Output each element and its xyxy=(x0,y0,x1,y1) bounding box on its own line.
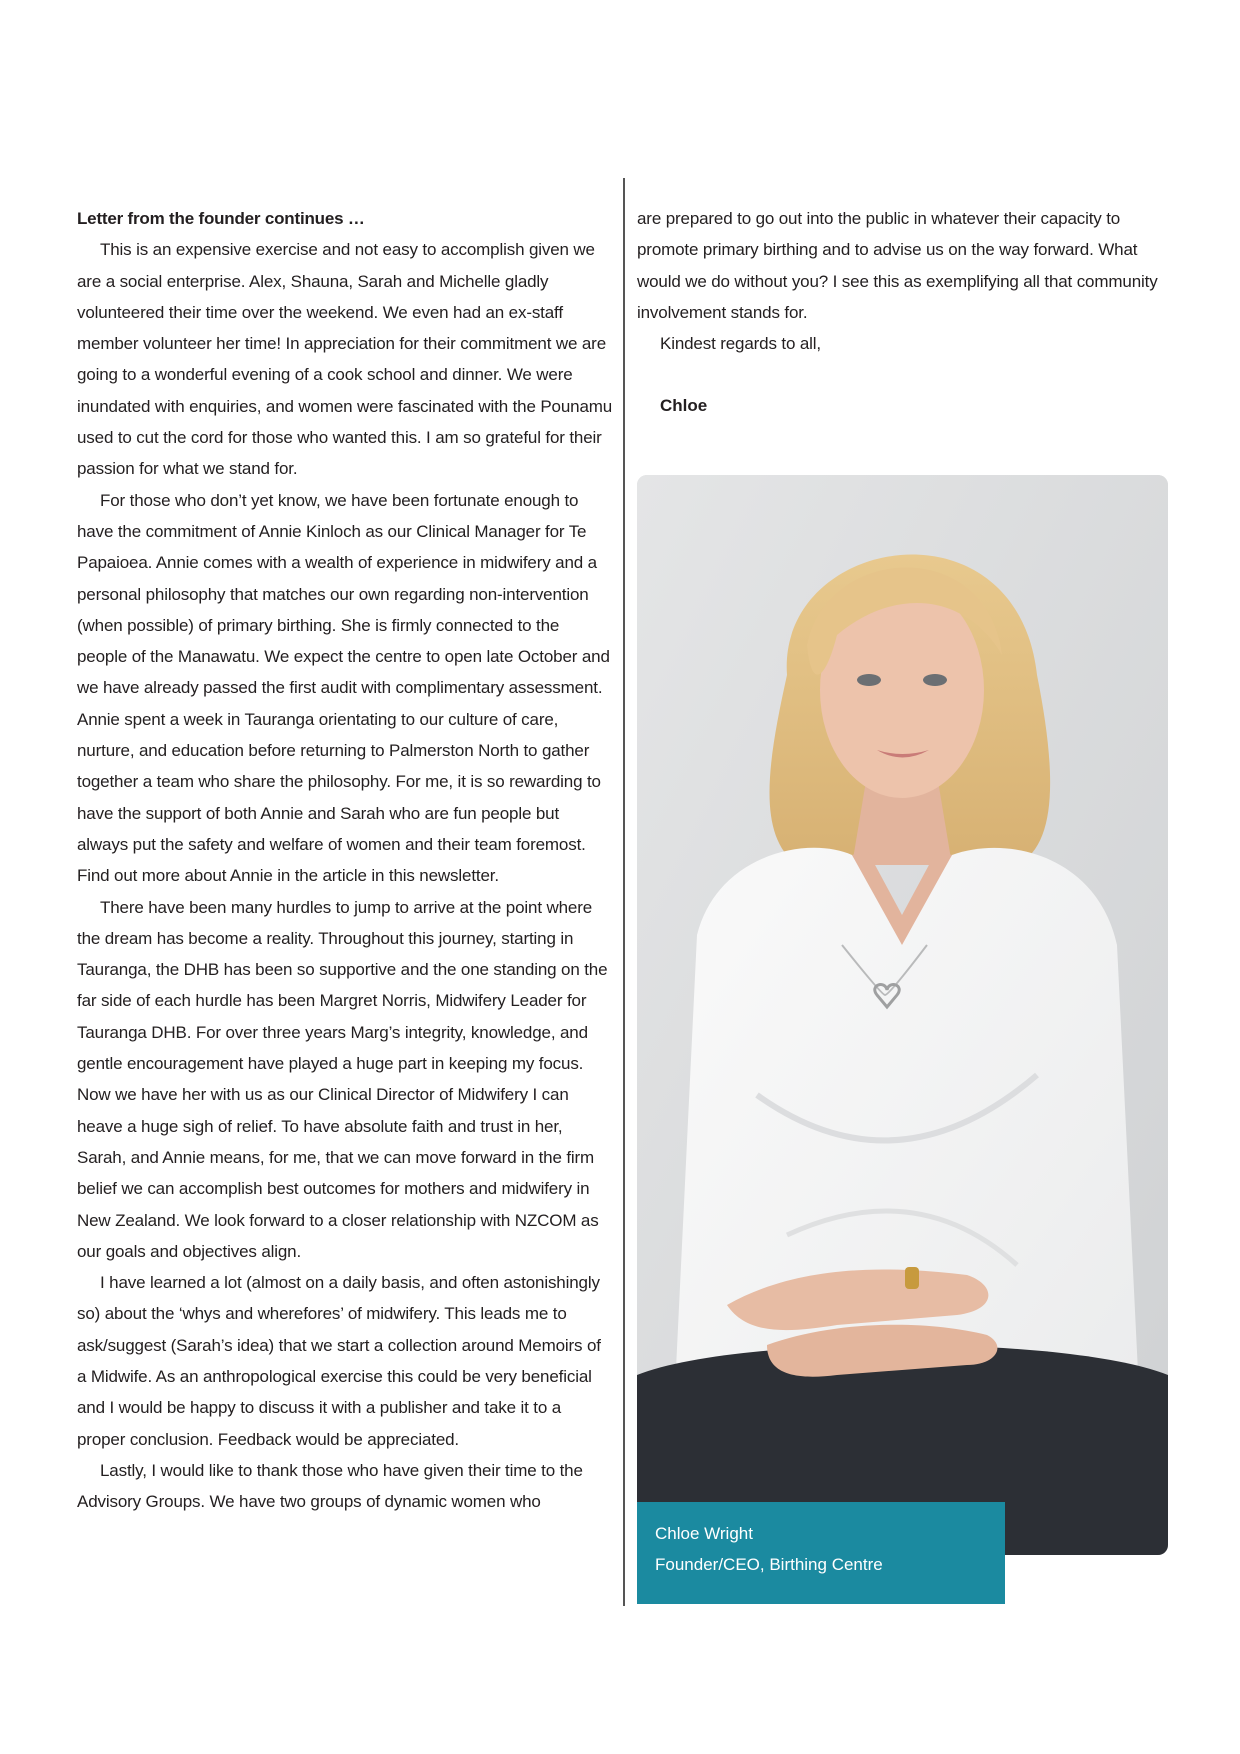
letter-paragraph: For those who don’t yet know, we have been fortunate enough to have the commitment of Annie Kinloch as our Clinical Manager for Te Papaioea. Annie comes with a wealth of experience in midwifery and a personal philosophy that matches our own regarding non-intervention (when possible) of primary birthing. She is firmly connected to the people of the Manawatu. We expect the centre to open late October and we have already passed the first audit with complimentary assessment. Annie spent a week in Tauranga orientating to our culture of care, nurture, and education before returning to Palmerston North to gather together a team who share the philosophy. For me, it is so rewarding to have the support of both Annie and Sarah who are fun people but always put the safety and welfare of women and their team foremost. Find out more about Annie in the article in this newsletter. xyxy=(77,490,610,886)
letter-closing: Kindest regards to all, xyxy=(660,334,821,354)
founder-portrait-photo xyxy=(637,475,1168,1555)
letter-paragraph-continued: are prepared to go out into the public in whatever their capacity to promote primary birthing and to advise us on the way forward. What would we do without you? I see this as exemplifying all that community involvement stands for. xyxy=(637,209,1158,322)
letter-paragraph: There have been many hurdles to jump to arrive at the point where the dream has become a reality. Throughout this journey, starting in Tauranga, the DHB has been so supportive and the one standing on the far side of each hurdle has been Margret Norris, Midwifery Leader for Tauranga DHB. For over three years Marg’s integrity, knowledge, and gentle encouragement have played a huge part in keeping my focus. Now we have her with us as our Clinical Director of Midwifery I can heave a huge sigh of relief. To have absolute faith and trust in her, Sarah, and Annie means, for me, that we can move forward in the firm belief we can accomplish best outcomes for mothers and midwifery in New Zealand. We look forward to a closer relationship with NZCOM as our goals and objectives align. xyxy=(77,897,608,1261)
column-divider xyxy=(623,178,625,1606)
letter-paragraph: This is an expensive exercise and not easy to accomplish given we are a social enterprise. Alex, Shauna, Sarah and Michelle gladly volunteered their time over the weekend. We even had an ex-staff member volunteer her time! In appreciation for their commitment we are going to a wonderful evening of a cook school and dinner. We were inundated with enquiries, and women were fascinated with the Pounamu used to cut the cord for those who wanted this. I am so grateful for their passion for what we stand for. xyxy=(77,240,613,479)
letter-signature: Chloe xyxy=(660,396,708,416)
letter-paragraph: I have learned a lot (almost on a daily basis, and often astonishingly so) about the ‘whys and wherefores’ of midwifery. This leads me to ask/suggest (Sarah’s idea) that we start a collection around Memoirs of a Midwife. As an anthropological exercise this could be very beneficial and I would be happy to discuss it with a publisher and take it to a proper conclusion. Feedback would be appreciated. xyxy=(77,1273,601,1449)
left-column xyxy=(77,203,613,1517)
caption-title: Founder/CEO, Birthing Centre xyxy=(655,1555,883,1574)
letter-heading: Letter from the founder continues … xyxy=(77,209,365,228)
photo-caption xyxy=(637,1502,1005,1604)
right-column xyxy=(637,203,1167,422)
caption-name: Chloe Wright xyxy=(655,1524,753,1543)
portrait-illustration xyxy=(637,475,1168,1555)
letter-paragraph: Lastly, I would like to thank those who have given their time to the Advisory Groups. We have two groups of dynamic women who xyxy=(77,1460,583,1512)
